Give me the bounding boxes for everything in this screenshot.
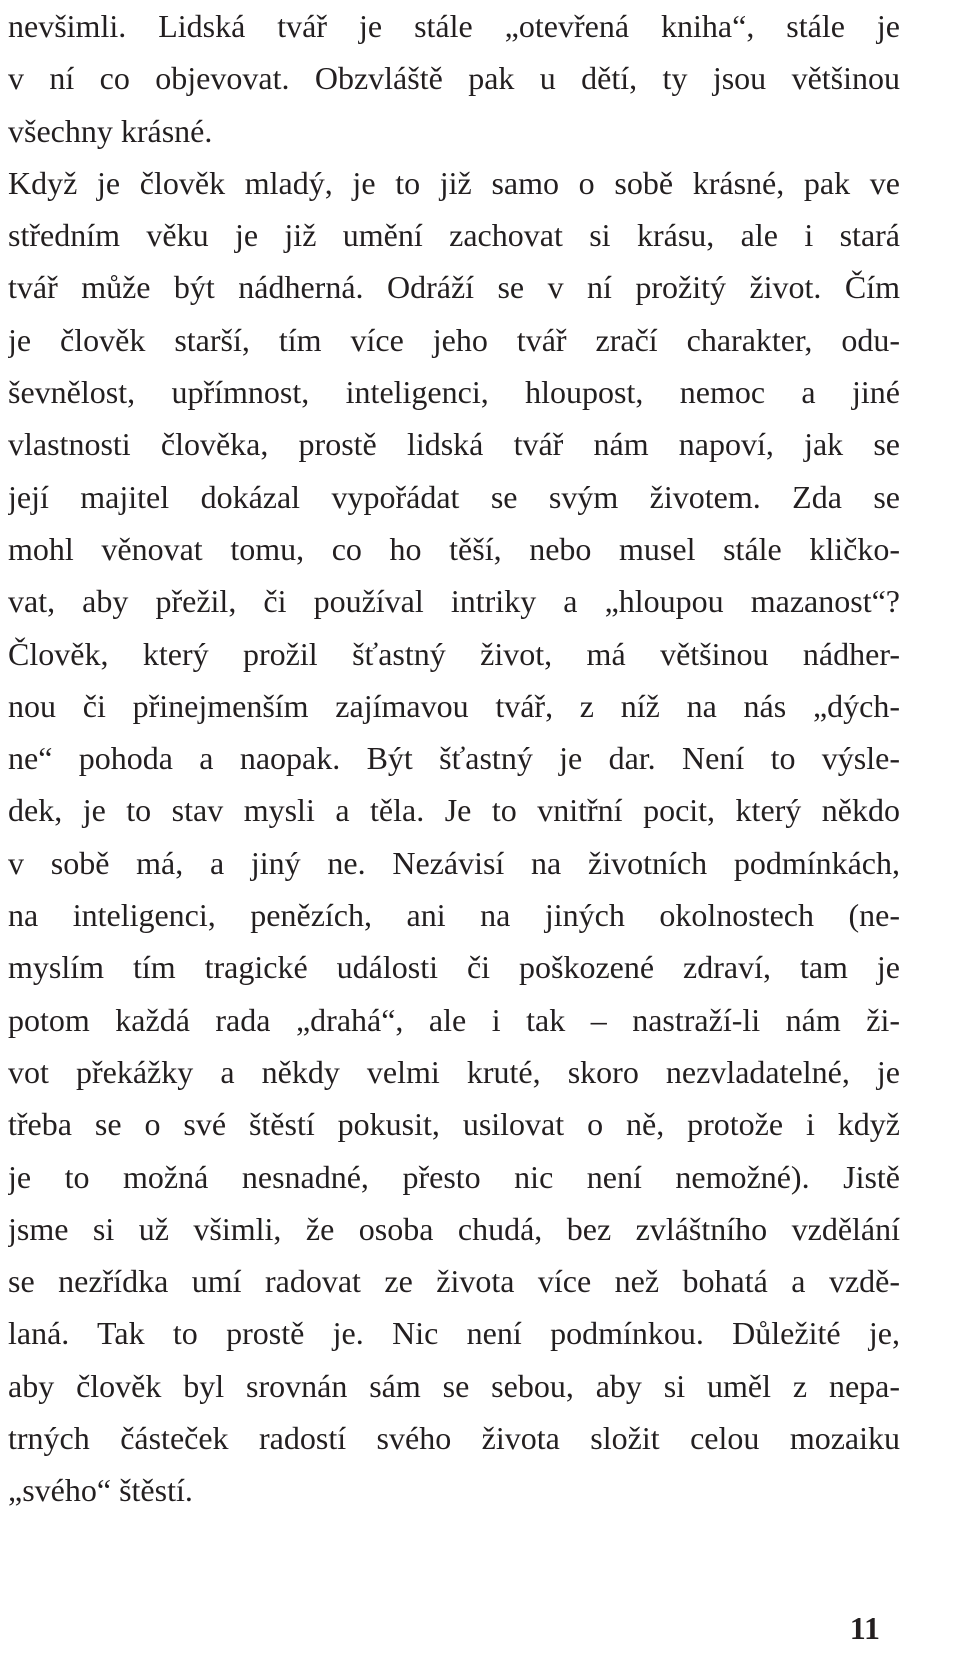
text-line: v ní co objevovat. Obzvláště pak u dětí, ty jsou většinou [8, 60, 900, 97]
text-line: jsme si už všimli, že osoba chudá, bez zvláštního vzdělání [8, 1210, 900, 1247]
text-line: „svého“ štěstí. [8, 1472, 193, 1509]
text-line: vlastnosti člověka, prostě lidská tvář nám napoví, jak se [8, 426, 900, 463]
text-line: všechny krásné. [8, 112, 213, 149]
text-line: trných částeček radostí svého života složit celou mozaiku [8, 1420, 900, 1457]
body-text [8, 0, 900, 1517]
text-line: na inteligenci, penězích, ani na jiných okolnostech (ne- [8, 897, 900, 934]
text-line: ševnělost, upřímnost, inteligenci, hloupost, nemoc a jiné [8, 374, 900, 411]
text-line: aby člověk byl srovnán sám se sebou, aby si uměl z nepa- [8, 1367, 900, 1404]
text-line: laná. Tak to prostě je. Nic není podmínkou. Důležité je, [8, 1315, 900, 1352]
text-line: ne“ pohoda a naopak. Být šťastný je dar. Není to výsle- [8, 740, 900, 777]
text-line: vat, aby přežil, či používal intriky a „hloupou mazanost“? [8, 583, 900, 620]
text-line: nevšimli. Lidská tvář je stále „otevřená kniha“, stále je [8, 8, 900, 44]
text-line: je člověk starší, tím více jeho tvář zračí charakter, odu- [8, 321, 900, 358]
text-line: Když je člověk mladý, je to již samo o sobě krásné, pak ve [8, 164, 900, 201]
text-line: v sobě má, a jiný ne. Nezávisí na životních podmínkách, [8, 844, 900, 881]
text-line: nou či přinejmenším zajímavou tvář, z níž na nás „dých- [8, 687, 900, 724]
text-line: mohl věnovat tomu, co ho těší, nebo musel stále kličko- [8, 530, 900, 567]
text-line: je to možná nesnadné, přesto nic není nemožné). Jistě [8, 1158, 900, 1195]
text-line: tvář může být nádherná. Odráží se v ní prožitý život. Čím [8, 269, 900, 306]
text-line: její majitel dokázal vypořádat se svým životem. Zda se [8, 478, 900, 515]
text-line: dek, je to stav mysli a těla. Je to vnitřní pocit, který někdo [8, 792, 900, 829]
text-line: vot překážky a někdy velmi kruté, skoro nezvladatelné, je [8, 1053, 900, 1090]
text-line: se nezřídka umí radovat ze života více než bohatá a vzdě- [8, 1263, 900, 1300]
page-number: 11 [849, 1610, 880, 1646]
text-line: potom každá rada „drahá“, ale i tak – nastraží-li nám ži- [8, 1001, 900, 1038]
text-line: třeba se o své štěstí pokusit, usilovat o ně, protože i když [8, 1106, 900, 1143]
text-line: středním věku je již umění zachovat si krásu, ale i stará [8, 217, 900, 254]
text-line: myslím tím tragické události či poškozené zdraví, tam je [8, 949, 900, 986]
text-line: Člověk, který prožil šťastný život, má většinou nádher- [8, 635, 900, 672]
